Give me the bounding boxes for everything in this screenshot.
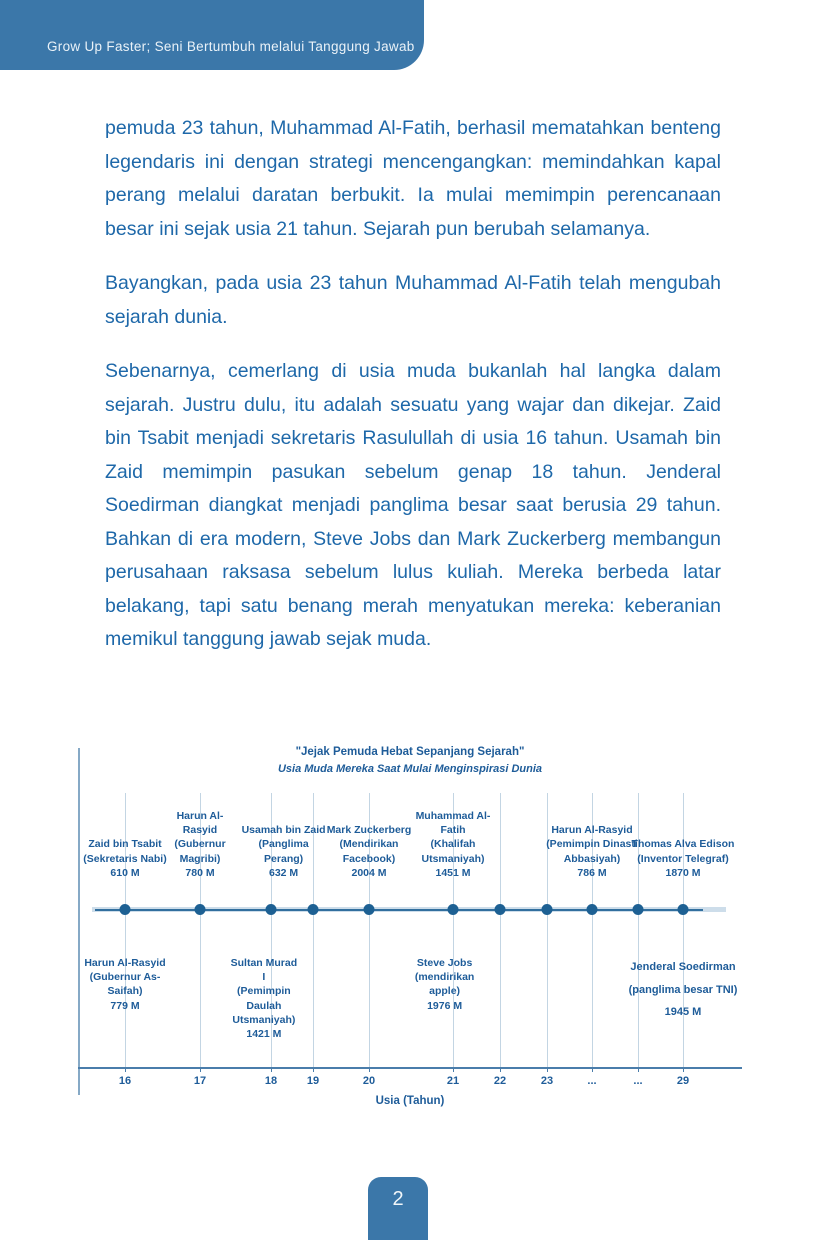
timeline-point-year: 1945 M (664, 1006, 702, 1019)
body-paragraph-1: pemuda 23 tahun, Muhammad Al-Fatih, berhasil mematahkan benteng legendaris ini dengan strategi mencengangkan: memindahkan kapal perang melalui daratan berbukit. Ia mulai memimpin perencanaan besar ini sejak usia 21 tahun. Sejarah pun berubah selamanya. (105, 117, 721, 240)
axis-tick-label: ... (587, 1075, 597, 1087)
timeline-dot (495, 904, 506, 915)
timeline-point-name: Harun Al-Rasyid (551, 824, 633, 837)
timeline-point-year: 1976 M (427, 999, 463, 1012)
timeline-point-role: (Gubernur Magribi) (174, 838, 226, 865)
axis-tick-label: 23 (540, 1075, 554, 1087)
timeline-point-name: Steve Jobs (416, 957, 473, 969)
body-paragraph-3: Sebenarnya, cemerlang di usia muda bukanlah hal langka dalam sejarah. Justru dulu, itu adalah sesuatu yang wajar dan dikejar. Zaid bin Tsabit menjadi sekretaris Rasulullah di usia 16 tahun. Usamah bin Zaid memimpin pasukan sebelum genap 18 tahun. Jenderal Soedirman diangkat menjadi panglima besar saat berusia 29 tahun. Bahkan di era modern, Steve Jobs dan Mark Zuckerberg membangun perusahaan raksasa sebelum lulus kuliah. Mereka berbeda latar belakang, tapi satu benang merah menyatukan mereka: keberanian memikul tanggung jawab sejak muda. (105, 360, 721, 650)
axis-tick-label: 19 (306, 1075, 320, 1087)
timeline-point-year: 786 M (577, 866, 607, 879)
axis-tickmark (125, 1067, 126, 1072)
timeline-point-name: Thomas Alva Edison (631, 838, 735, 851)
timeline-dot (266, 904, 277, 915)
axis-tickmark (638, 1067, 639, 1072)
axis-tick-label: 29 (676, 1075, 690, 1087)
axis-tickmark (683, 1067, 684, 1072)
chart-left-axis (78, 748, 80, 1095)
timeline-point-year: 1421 M (246, 1027, 282, 1040)
timeline-point-year: 2004 M (351, 866, 387, 879)
axis-tickmark (200, 1067, 201, 1072)
timeline-point-label (70, 837, 180, 880)
timeline-point-label (625, 837, 741, 880)
timeline-dot (195, 904, 206, 915)
timeline-point-role: (Pemimpin Daulah Utsmaniyah) (232, 985, 296, 1026)
chart-subtitle: Usia Muda Mereka Saat Mulai Menginspirasi Dunia (277, 763, 543, 775)
axis-tick-label: 16 (118, 1075, 132, 1087)
timeline-point-role: (Pemimpin Dinasti Abbasiyah) (546, 838, 638, 865)
axis-tick-label: 17 (193, 1075, 207, 1087)
body-text (105, 112, 721, 678)
axis-tick-label: 18 (264, 1075, 278, 1087)
timeline-dot (678, 904, 689, 915)
timeline-point-label (613, 956, 753, 1024)
timeline-dot (542, 904, 553, 915)
timeline-point-label (406, 956, 484, 1013)
header-title: Grow Up Faster; Seni Bertumbuh melalui Tanggung Jawab (47, 38, 415, 54)
timeline-point-role: (Mendirikan Facebook) (339, 838, 399, 865)
axis-tickmark (271, 1067, 272, 1072)
page-number-badge (368, 1177, 428, 1240)
timeline-point-label (410, 809, 496, 880)
timeline-point-role: (panglima besar TNI) (628, 983, 738, 996)
timeline-point-name: Jenderal Soedirman (630, 961, 736, 973)
timeline-point-role: (Gubernur As-Saifah) (89, 971, 161, 998)
axis-tickmark (592, 1067, 593, 1072)
timeline-point-year: 1451 M (435, 866, 471, 879)
timeline-axis-line (95, 909, 703, 911)
axis-tick-label: 22 (493, 1075, 507, 1087)
timeline-point-role: (Inventor Telegraf) (637, 852, 729, 865)
axis-tickmark (547, 1067, 548, 1072)
x-axis-line (78, 1067, 742, 1069)
timeline-point-role: (Sekretaris Nabi) (83, 852, 167, 865)
timeline-point-name: Zaid bin Tsabit (88, 838, 162, 851)
body-paragraph-2: Bayangkan, pada usia 23 tahun Muhammad Al-Fatih telah mengubah sejarah dunia. (105, 272, 721, 328)
timeline-point-year: 632 M (269, 866, 299, 879)
timeline-point-label (75, 956, 175, 1013)
x-axis-label: Usia (Tahun) (375, 1095, 445, 1107)
timeline-point-year: 779 M (110, 999, 140, 1012)
timeline-point-label (229, 956, 299, 1041)
timeline-point-year: 1870 M (665, 866, 701, 879)
timeline-dot (308, 904, 319, 915)
timeline-point-role: (mendirikan apple) (414, 971, 475, 998)
axis-tickmark (500, 1067, 501, 1072)
timeline-point-role: (Khalifah Utsmaniyah) (421, 838, 485, 865)
chart-title: "Jejak Pemuda Hebat Sepanjang Sejarah" (295, 746, 525, 758)
timeline-dot (364, 904, 375, 915)
timeline-dot (587, 904, 598, 915)
axis-tickmark (453, 1067, 454, 1072)
axis-tickmark (313, 1067, 314, 1072)
page-header-banner (0, 0, 424, 70)
gridline (125, 793, 126, 1068)
timeline-point-name: Mark Zuckerberg (326, 824, 412, 837)
gridline (683, 793, 684, 1068)
page-number: 2 (392, 1188, 404, 1210)
timeline-point-year: 610 M (110, 866, 140, 879)
timeline-point-name: Sultan Murad I (230, 957, 298, 984)
axis-tickmark (369, 1067, 370, 1072)
timeline-point-name: Usamah bin Zaid (241, 824, 326, 837)
timeline-dot (633, 904, 644, 915)
timeline-point-year: 780 M (185, 866, 215, 879)
timeline-point-name: Harun Al-Rasyid (176, 810, 224, 837)
axis-tick-label: 21 (446, 1075, 460, 1087)
axis-tick-label: ... (633, 1075, 643, 1087)
gridline (500, 793, 501, 1068)
timeline-point-role: (Panglima Perang) (258, 838, 309, 865)
timeline-chart (78, 744, 742, 1120)
timeline-point-name: Muhammad Al-Fatih (415, 810, 491, 837)
timeline-dot (448, 904, 459, 915)
timeline-dot (120, 904, 131, 915)
timeline-point-name: Harun Al-Rasyid (84, 957, 166, 969)
axis-tick-label: 20 (362, 1075, 376, 1087)
timeline-point-label (314, 823, 424, 880)
timeline-point-label (169, 809, 231, 880)
